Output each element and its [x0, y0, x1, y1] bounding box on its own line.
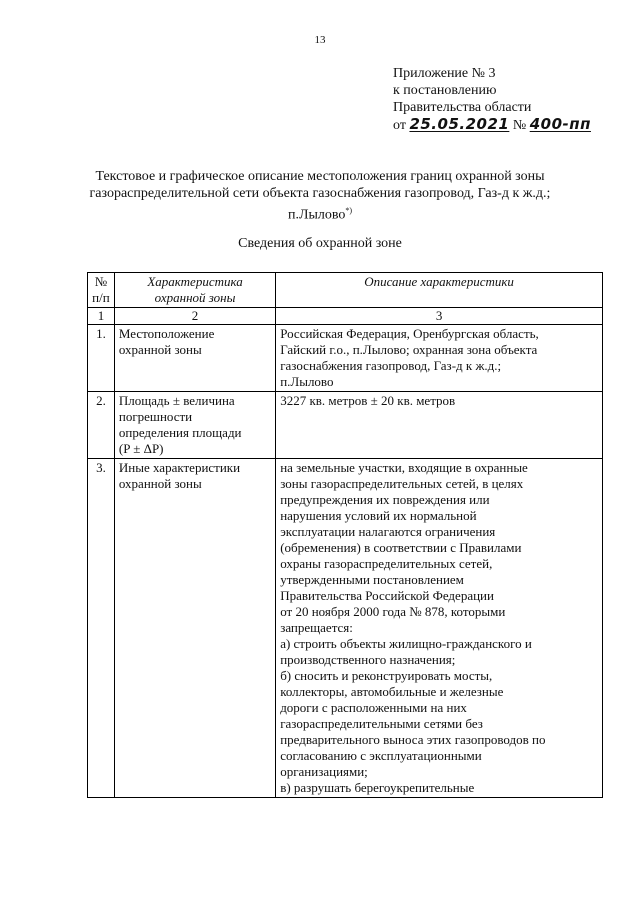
row-description: на земельные участки, входящие в охранные зоны газораспределительных сетей, в целях предупреждения их повреждения или нарушения условий их нормальной эксплуатации налагаются ограничения (обременения) в соответствии с Правилами охраны газораспределительных сетей, утвержденными постановлением Правительства Российской Федерации от 20 ноября 2000 года № 878, которыми запрещается: а) строить объекты жилищно-гражданского и производственного назначения; б) сносить и реконструировать мосты, коллекторы, автомобильные и железные дороги с расположенными на них газораспределительными сетями без предварительного выноса этих газопроводов по согласованию с эксплуатационными организациями; в) разрушать берегоукрепительные	[276, 459, 603, 798]
table-row	[88, 459, 603, 798]
header-description: Описание характеристики	[276, 273, 603, 308]
date-prefix: от	[393, 118, 406, 133]
handwritten-date: 25.05.2021	[409, 115, 510, 133]
row-number: 3.	[88, 459, 115, 798]
appendix-date-line	[393, 116, 591, 134]
header-characteristic: Характеристика охранной зоны	[114, 273, 275, 308]
column-number-row	[88, 308, 603, 325]
appendix-line-1: Приложение № 3	[393, 66, 496, 81]
appendix-line-2: к постановлению	[393, 83, 497, 98]
section-subtitle: Сведения об охранной зоне	[238, 236, 402, 251]
zone-info-table	[87, 272, 603, 798]
row-characteristic: Иные характеристики охранной зоны	[114, 459, 275, 798]
row-description: Российская Федерация, Оренбургская область, Гайский г.о., п.Лылово; охранная зона объекта газоснабжения газопровод, Газ-д к ж.д.; п.Лылово	[276, 325, 603, 392]
document-title	[80, 168, 560, 224]
row-description: 3227 кв. метров ± 20 кв. метров	[276, 392, 603, 459]
table-row	[88, 325, 603, 392]
appendix-block	[393, 65, 591, 134]
row-characteristic: Площадь ± величина погрешности определения площади (P ± ΔP)	[114, 392, 275, 459]
table-row	[88, 392, 603, 459]
handwritten-number: 400-пп	[529, 115, 591, 133]
column-number-1: 1	[88, 308, 115, 325]
row-number: 2.	[88, 392, 115, 459]
number-prefix: №	[512, 118, 527, 133]
title-text: Текстовое и графическое описание местоположения границ охранной зоны газораспределительной сети объекта газоснабжения газопровод, Газ-д к ж.д.; п.Лылово	[89, 169, 551, 223]
page-number: 13	[314, 34, 326, 46]
appendix-line-3: Правительства области	[393, 100, 532, 115]
row-characteristic: Местоположение охранной зоны	[114, 325, 275, 392]
table-header-row	[88, 273, 603, 308]
header-number: № п/п	[88, 273, 115, 308]
title-footnote: *)	[345, 206, 353, 215]
column-number-2: 2	[114, 308, 275, 325]
column-number-3: 3	[276, 308, 603, 325]
row-number: 1.	[88, 325, 115, 392]
